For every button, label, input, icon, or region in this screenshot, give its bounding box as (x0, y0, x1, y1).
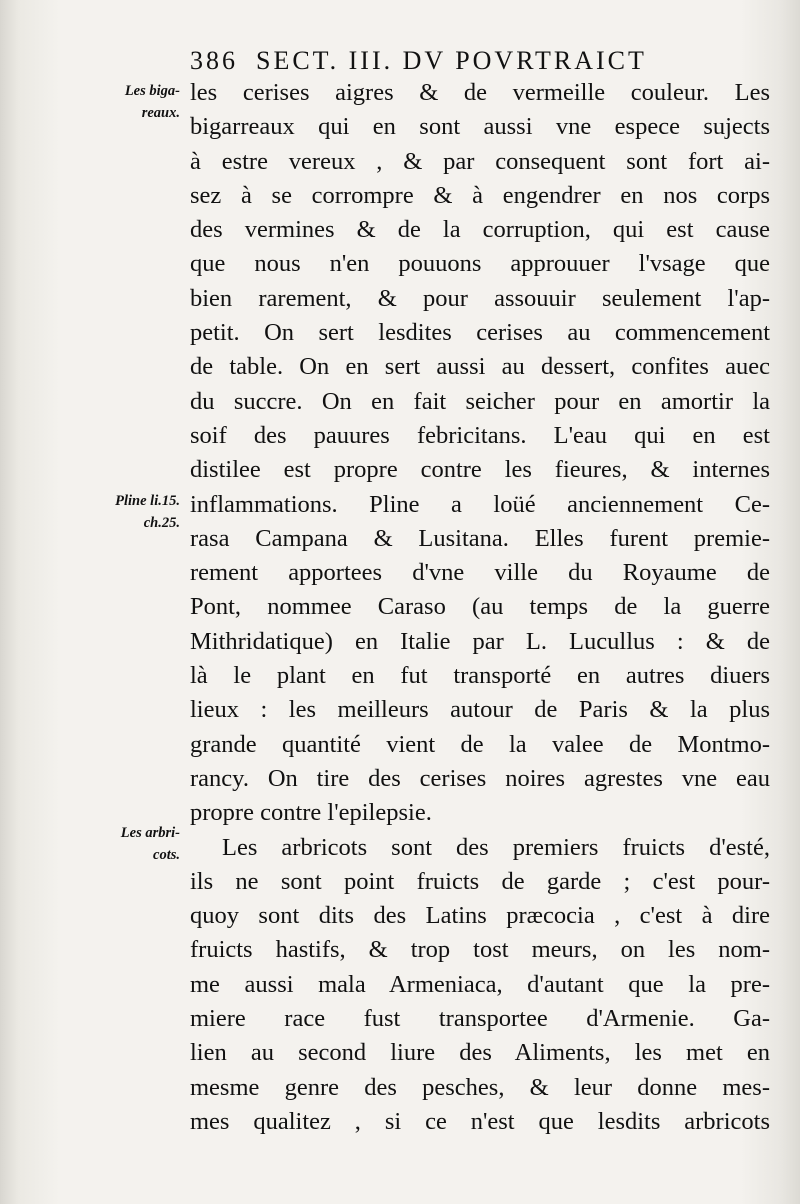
text-line: me aussi mala Armeniaca, d'autant que la pre- (190, 970, 770, 998)
text-line: lieux : les meilleurs autour de Paris & la plus (190, 696, 770, 724)
text-line: que nous n'en pouuons approuuer l'vsage que (190, 250, 770, 278)
text-line: du succre. On en fait seicher pour en amortir la (190, 387, 770, 415)
text-line: propre contre l'epilepsie. (190, 799, 432, 827)
text-line: sez à se corrompre & à engendrer en nos corps (190, 181, 770, 209)
text-line: inflammations. Pline a loüé anciennement Ce- (190, 490, 770, 518)
text-line: soif des pauures febricitans. L'eau qui en est (190, 421, 770, 449)
text-line: mes qualitez , si ce n'est que lesdits arbricots (190, 1107, 770, 1135)
text-line: petit. On sert lesdites cerises au commencement (190, 319, 770, 347)
page-number: 386 (190, 46, 238, 75)
text-line: les cerises aigres & de vermeille couleur. Les (190, 79, 770, 106)
text-line: quoy sont dits des Latins præcocia , c'est à dire (190, 902, 770, 930)
text-line: à estre vereux , & par consequent sont fort ai- (190, 147, 770, 175)
text-line: ils ne sont point fruicts de garde ; c'est pour- (190, 867, 770, 895)
text-line: rasa Campana & Lusitana. Elles furent premie- (190, 524, 770, 552)
text-line: fruicts hastifs, & trop tost meurs, on les nom- (190, 936, 770, 964)
text-line: lien au second liure des Aliments, les met en (190, 1039, 770, 1067)
text-line: Pont, nommee Caraso (au temps de la guerre (190, 593, 770, 621)
text-line: rement apportees d'vne ville du Royaume de (190, 559, 770, 587)
text-line: bigarreaux qui en sont aussi vne espece sujects (190, 113, 770, 141)
text-line: là le plant en fut transporté en autres diuers (190, 662, 770, 690)
text-line: distilee est propre contre les fieures, & internes (190, 456, 770, 484)
running-head (190, 46, 750, 76)
margin-note-pline: Pline li.15. ch.25. (115, 493, 180, 531)
text-line: de table. On en sert aussi au dessert, confites auec (190, 353, 770, 381)
text-line: Les arbricots sont des premiers fruicts d'esté, (222, 833, 770, 861)
text-line: bien rarement, & pour assouuir seulement l'ap- (190, 284, 770, 312)
margin-note-bigareaux: Les biga- reaux. (124, 83, 180, 121)
text-line: mesme genre des pesches, & leur donne mes- (190, 1073, 770, 1101)
text-line: grande quantité vient de la valee de Montmo- (190, 730, 770, 758)
margin-note-arbricots: Les arbri- cots. (120, 825, 180, 863)
text-line: rancy. On tire des cerises noires agrestes vne eau (190, 764, 770, 792)
running-head-title: SECT. III. DV POVRTRAICT (256, 46, 647, 75)
text-line: miere race fust transportee d'Armenie. Ga- (190, 1005, 770, 1033)
text-line: des vermines & de la corruption, qui est cause (190, 216, 770, 244)
body-text (190, 76, 770, 1139)
text-line: Mithridatique) en Italie par L. Lucullus : & de (190, 627, 770, 655)
